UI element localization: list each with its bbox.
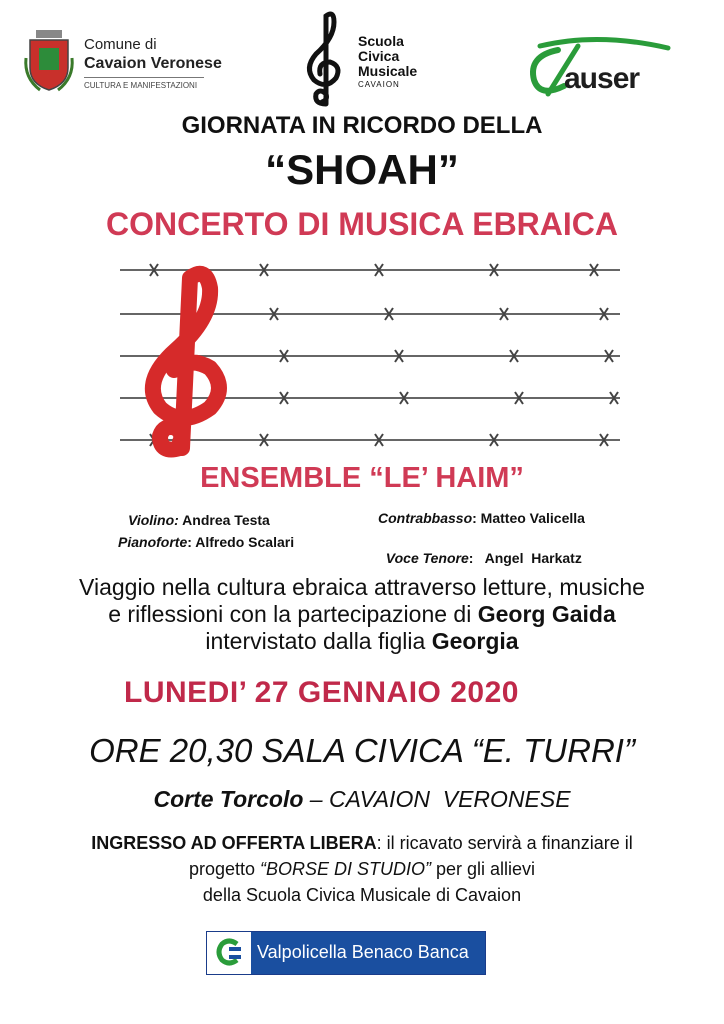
bank-name: Valpolicella Benaco Banca [257,942,469,962]
scuola-line3: Musicale [358,63,418,79]
place-rest: – CAVAION VERONESE [303,786,571,812]
auser-name: auser [564,62,640,95]
description-line1: Viaggio nella cultura ebraica attraverso letture, musiche [79,574,645,600]
info-line2: progetto “BORSE DI STUDIO” per gli allievi [188,859,536,879]
place-bold: Corte Torcolo [153,786,304,812]
info-line1: INGRESSO AD OFFERTA LIBERA: il ricavato servirà a finanziare il [91,833,633,853]
guest-daughter-name: Georgia [431,628,519,654]
title-line1: GIORNATA IN RICORDO DELLA [181,112,543,139]
description-line3: intervistato dalla figlia Georgia [205,628,519,654]
musician-name: Andrea Testa [178,512,270,528]
comune-logo [22,28,222,94]
project-name: “BORSE DI STUDIO” [260,859,432,879]
musician-name: : Alfredo Scalari [187,534,295,550]
musician-name: : Angel Harkatz [468,550,582,566]
musician-name: : Matteo Valicella [472,510,585,526]
role-label: Voce Tenore [385,550,469,566]
event-description [0,574,724,655]
role-label: Pianoforte [118,534,188,550]
description-line2: e riflessioni con la partecipazione di Georg Gaida [108,601,616,627]
role-label: Contrabbasso [378,510,473,526]
event-place [0,786,724,813]
title-shoah: “SHOAH” [265,146,459,193]
town-crest-icon [22,28,76,94]
barbed-wire-staff-illustration [110,258,630,458]
event-date: LUNEDI’ 27 GENNAIO 2020 [124,676,519,709]
comune-line2: Cavaion Veronese [84,55,222,72]
scuola-line2: Civica [358,48,400,64]
musician-pianoforte [118,534,294,550]
sponsor-bank-logo [206,931,486,975]
musician-voce-tenore [378,534,582,566]
event-time-venue: ORE 20,30 SALA CIVICA “E. TURRI” [89,732,635,769]
title-concerto: CONCERTO DI MUSICA EBRAICA [105,206,618,242]
musician-contrabbasso [378,510,585,526]
role-label: Violino: [128,512,179,528]
comune-line1: Comune di [84,36,157,53]
info-line3: della Scuola Civica Musicale di Cavaion [202,885,522,905]
scuola-logo [300,8,440,108]
scuola-line4: CAVAION [358,80,400,89]
musician-violino [128,512,270,528]
comune-line3: CULTURA E MANIFESTAZIONI [84,81,198,90]
bank-logo-icon [207,932,251,974]
scuola-line1: Scuola [358,33,404,49]
treble-clef-icon [300,8,350,108]
auser-logo [518,36,688,100]
entry-info [0,830,724,908]
comune-divider [84,77,204,78]
entry-free-offer: INGRESSO AD OFFERTA LIBERA [91,833,377,853]
guest-name: Georg Gaida [477,601,616,627]
ensemble-name: ENSEMBLE “LE’ HAIM” [200,462,524,494]
